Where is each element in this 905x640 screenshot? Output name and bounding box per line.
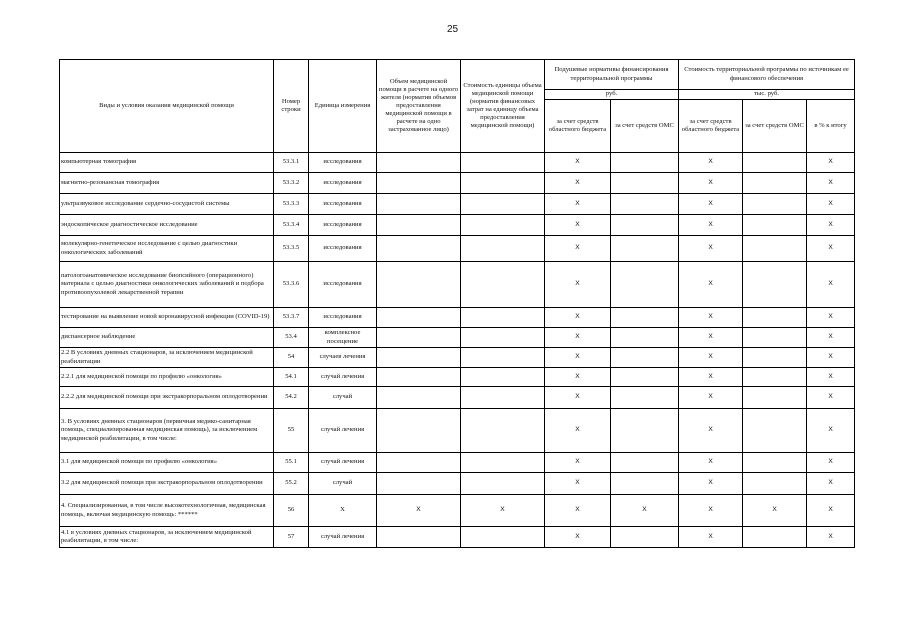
- cell-volume: [377, 173, 461, 194]
- cell-total-budget: X: [679, 473, 743, 495]
- cell-percent-total: X: [807, 308, 855, 328]
- row-name: 2.2.2 для медицинской помощи при экстракорпоральном оплодотворении: [60, 387, 274, 409]
- cell-per-capita-budget: X: [545, 328, 611, 348]
- row-number: 53.3.7: [274, 308, 309, 328]
- row-number: 55.1: [274, 453, 309, 473]
- table-row: [60, 308, 855, 328]
- row-unit: случай лечения: [309, 527, 377, 548]
- cell-total-oms: [743, 527, 807, 548]
- row-name: 3. В условиях дневных стационаров (первичная медико-санитарная помощь, специализированная медицинская помощь), за исключением медицинской реабилитации, в том числе:: [60, 409, 274, 453]
- cell-per-capita-budget: X: [545, 527, 611, 548]
- cell-per-capita-budget: X: [545, 453, 611, 473]
- cell-per-capita-budget: X: [545, 262, 611, 308]
- table-row: [60, 215, 855, 236]
- cell-per-capita-oms: [611, 262, 679, 308]
- cell-unit-cost: [461, 173, 545, 194]
- cell-percent-total: X: [807, 368, 855, 387]
- cell-total-budget: X: [679, 387, 743, 409]
- cell-per-capita-budget: X: [545, 194, 611, 215]
- cell-unit-cost: [461, 262, 545, 308]
- table-row: [60, 527, 855, 548]
- row-name: диспансерное наблюдение: [60, 328, 274, 348]
- cell-per-capita-oms: [611, 236, 679, 262]
- row-name: эндоскопическое диагностическое исследование: [60, 215, 274, 236]
- cell-total-oms: [743, 328, 807, 348]
- table-row: [60, 495, 855, 527]
- cell-volume: X: [377, 495, 461, 527]
- cell-total-budget: X: [679, 495, 743, 527]
- cell-per-capita-oms: [611, 173, 679, 194]
- cell-total-oms: [743, 308, 807, 328]
- header-row-number: Номер строки: [274, 60, 309, 153]
- header-unit-rub: руб.: [545, 90, 679, 100]
- row-unit: случай: [309, 387, 377, 409]
- row-number: 53.3.5: [274, 236, 309, 262]
- cell-unit-cost: [461, 215, 545, 236]
- cell-unit-cost: [461, 194, 545, 215]
- header-kind: Виды и условия оказания медицинской помощи: [60, 60, 274, 153]
- cell-volume: [377, 409, 461, 453]
- row-unit: исследования: [309, 236, 377, 262]
- cell-per-capita-budget: X: [545, 368, 611, 387]
- cell-total-budget: X: [679, 328, 743, 348]
- cell-unit-cost: [461, 328, 545, 348]
- cell-per-capita-oms: [611, 308, 679, 328]
- cell-volume: [377, 215, 461, 236]
- cell-percent-total: X: [807, 453, 855, 473]
- cell-total-budget: X: [679, 308, 743, 328]
- row-name: 2.2.1 для медицинской помощи по профилю «онкология»: [60, 368, 274, 387]
- cell-unit-cost: [461, 348, 545, 368]
- cell-per-capita-budget: X: [545, 308, 611, 328]
- row-name: ультразвуковое исследование сердечно-сосудистой системы: [60, 194, 274, 215]
- cell-per-capita-budget: X: [545, 153, 611, 173]
- row-number: 56: [274, 495, 309, 527]
- cell-unit-cost: [461, 387, 545, 409]
- cell-per-capita-budget: X: [545, 348, 611, 368]
- cell-per-capita-budget: X: [545, 409, 611, 453]
- cell-unit-cost: [461, 453, 545, 473]
- cell-percent-total: X: [807, 215, 855, 236]
- cell-unit-cost: [461, 368, 545, 387]
- row-name: 3.2 для медицинской помощи при экстракорпоральном оплодотворении: [60, 473, 274, 495]
- row-name: компьютерная томография: [60, 153, 274, 173]
- header-oms: за счет средств ОМС: [611, 100, 679, 153]
- cell-total-budget: X: [679, 527, 743, 548]
- header-unit-cost: Стоимость единицы объема медицинской помощи (норматив финансовых затрат на единицу объема предоставления медицинской помощи): [461, 60, 545, 153]
- table-row: [60, 262, 855, 308]
- table-body: [60, 153, 855, 548]
- program-cost-table: [59, 59, 855, 548]
- row-unit: исследования: [309, 262, 377, 308]
- cell-per-capita-oms: [611, 473, 679, 495]
- cell-per-capita-budget: X: [545, 473, 611, 495]
- cell-total-budget: X: [679, 194, 743, 215]
- cell-per-capita-oms: [611, 409, 679, 453]
- table-row: [60, 368, 855, 387]
- table-row: [60, 236, 855, 262]
- page-number: 25: [446, 24, 459, 35]
- cell-percent-total: X: [807, 262, 855, 308]
- row-unit: случаев лечения: [309, 348, 377, 368]
- row-name: 4.1 в условиях дневных стационаров, за исключением медицинской реабилитации, в том числе:: [60, 527, 274, 548]
- cell-volume: [377, 387, 461, 409]
- cell-unit-cost: [461, 236, 545, 262]
- cell-unit-cost: [461, 409, 545, 453]
- row-name: 4. Специализированная, в том числе высокотехнологичная, медицинская помощь, включая медицинскую помощь: ******: [60, 495, 274, 527]
- cell-percent-total: X: [807, 236, 855, 262]
- row-number: 53.3.6: [274, 262, 309, 308]
- row-name: 2.2 В условиях дневных стационаров, за исключением медицинской реабилитации: [60, 348, 274, 368]
- cell-total-oms: [743, 262, 807, 308]
- cell-volume: [377, 308, 461, 328]
- row-number: 53.4: [274, 328, 309, 348]
- cell-volume: [377, 328, 461, 348]
- row-name: патологоанатомическое исследование биопсийного (операционного) материала с целью диагностики онкологических заболеваний и подбора противоопухолевой лекарственной терапии: [60, 262, 274, 308]
- cell-percent-total: X: [807, 409, 855, 453]
- row-unit: исследования: [309, 308, 377, 328]
- row-name: молекулярно-генетическое исследование с целью диагностики онкологических заболеваний: [60, 236, 274, 262]
- table-row: [60, 473, 855, 495]
- cell-per-capita-budget: X: [545, 215, 611, 236]
- cell-per-capita-oms: X: [611, 495, 679, 527]
- row-unit: исследования: [309, 173, 377, 194]
- row-number: 54.2: [274, 387, 309, 409]
- cell-percent-total: X: [807, 153, 855, 173]
- row-number: 55: [274, 409, 309, 453]
- cell-volume: [377, 194, 461, 215]
- cell-total-budget: X: [679, 409, 743, 453]
- cell-total-oms: [743, 215, 807, 236]
- row-unit: случай: [309, 473, 377, 495]
- cell-unit-cost: X: [461, 495, 545, 527]
- header-unit: Единица измерения: [309, 60, 377, 153]
- cell-total-budget: X: [679, 173, 743, 194]
- header-oms-2: за счет средств ОМС: [743, 100, 807, 153]
- cell-unit-cost: [461, 153, 545, 173]
- cell-volume: [377, 153, 461, 173]
- cell-unit-cost: [461, 308, 545, 328]
- header-regional-budget-2: за счет средств областного бюджета: [679, 100, 743, 153]
- header-volume: Объем медицинской помощи в расчете на одного жителя (норматив объемов предоставления медицинской помощи в расчете на одно застрахованное лицо): [377, 60, 461, 153]
- cell-per-capita-oms: [611, 348, 679, 368]
- cell-percent-total: X: [807, 387, 855, 409]
- table-row: [60, 453, 855, 473]
- row-unit: случай лечения: [309, 368, 377, 387]
- cell-total-oms: [743, 473, 807, 495]
- cell-per-capita-budget: X: [545, 236, 611, 262]
- cell-volume: [377, 527, 461, 548]
- cell-total-budget: X: [679, 262, 743, 308]
- row-unit: исследования: [309, 194, 377, 215]
- header-per-capita-group: Подушевые нормативы финансирования территориальной программы: [545, 60, 679, 90]
- cell-unit-cost: [461, 473, 545, 495]
- row-unit: случай лечения: [309, 453, 377, 473]
- cell-total-oms: [743, 194, 807, 215]
- row-number: 55.2: [274, 473, 309, 495]
- cell-percent-total: X: [807, 194, 855, 215]
- row-unit: комплексное посещение: [309, 328, 377, 348]
- cell-volume: [377, 236, 461, 262]
- cell-percent-total: X: [807, 348, 855, 368]
- row-number: 57: [274, 527, 309, 548]
- table-row: [60, 173, 855, 194]
- header-total-cost-group: Стоимость территориальной программы по источникам ее финансового обеспечения: [679, 60, 855, 90]
- row-name: магнитно-резонансная томография: [60, 173, 274, 194]
- cell-volume: [377, 453, 461, 473]
- header-regional-budget: за счет средств областного бюджета: [545, 100, 611, 153]
- cell-unit-cost: [461, 527, 545, 548]
- cell-per-capita-budget: X: [545, 387, 611, 409]
- cell-total-oms: X: [743, 495, 807, 527]
- cell-volume: [377, 473, 461, 495]
- cell-total-oms: [743, 453, 807, 473]
- cell-total-oms: [743, 368, 807, 387]
- cell-per-capita-oms: [611, 215, 679, 236]
- header-percent-total: в % к итогу: [807, 100, 855, 153]
- table-row: [60, 328, 855, 348]
- cell-per-capita-oms: [611, 328, 679, 348]
- row-unit: X: [309, 495, 377, 527]
- row-name: 3.1 для медицинской помощи по профилю «онкология»: [60, 453, 274, 473]
- cell-per-capita-oms: [611, 453, 679, 473]
- header-unit-thousand-rub: тыс. руб.: [679, 90, 855, 100]
- row-number: 53.3.2: [274, 173, 309, 194]
- cell-per-capita-oms: [611, 387, 679, 409]
- cell-per-capita-oms: [611, 153, 679, 173]
- cell-total-budget: X: [679, 153, 743, 173]
- row-unit: случай лечения: [309, 409, 377, 453]
- cell-percent-total: X: [807, 473, 855, 495]
- cell-per-capita-oms: [611, 194, 679, 215]
- row-name: тестирование на выявление новой коронавирусной инфекции (COVID-19): [60, 308, 274, 328]
- cell-percent-total: X: [807, 495, 855, 527]
- cell-total-budget: X: [679, 236, 743, 262]
- row-number: 53.3.3: [274, 194, 309, 215]
- cell-total-budget: X: [679, 348, 743, 368]
- row-number: 54: [274, 348, 309, 368]
- cell-per-capita-oms: [611, 527, 679, 548]
- cell-total-budget: X: [679, 453, 743, 473]
- table-row: [60, 153, 855, 173]
- cell-volume: [377, 262, 461, 308]
- cell-total-oms: [743, 236, 807, 262]
- cell-per-capita-budget: X: [545, 173, 611, 194]
- cell-percent-total: X: [807, 173, 855, 194]
- cell-total-budget: X: [679, 368, 743, 387]
- cell-total-oms: [743, 387, 807, 409]
- table-row: [60, 348, 855, 368]
- cell-total-budget: X: [679, 215, 743, 236]
- row-unit: исследования: [309, 215, 377, 236]
- row-number: 54.1: [274, 368, 309, 387]
- table-row: [60, 194, 855, 215]
- cell-total-oms: [743, 348, 807, 368]
- cell-per-capita-oms: [611, 368, 679, 387]
- cell-percent-total: X: [807, 328, 855, 348]
- cell-volume: [377, 348, 461, 368]
- row-number: 53.3.4: [274, 215, 309, 236]
- row-number: 53.3.1: [274, 153, 309, 173]
- cell-per-capita-budget: X: [545, 495, 611, 527]
- cell-percent-total: X: [807, 527, 855, 548]
- table-row: [60, 387, 855, 409]
- cell-total-oms: [743, 153, 807, 173]
- cell-total-oms: [743, 173, 807, 194]
- cell-total-oms: [743, 409, 807, 453]
- table-row: [60, 409, 855, 453]
- row-unit: исследования: [309, 153, 377, 173]
- cell-volume: [377, 368, 461, 387]
